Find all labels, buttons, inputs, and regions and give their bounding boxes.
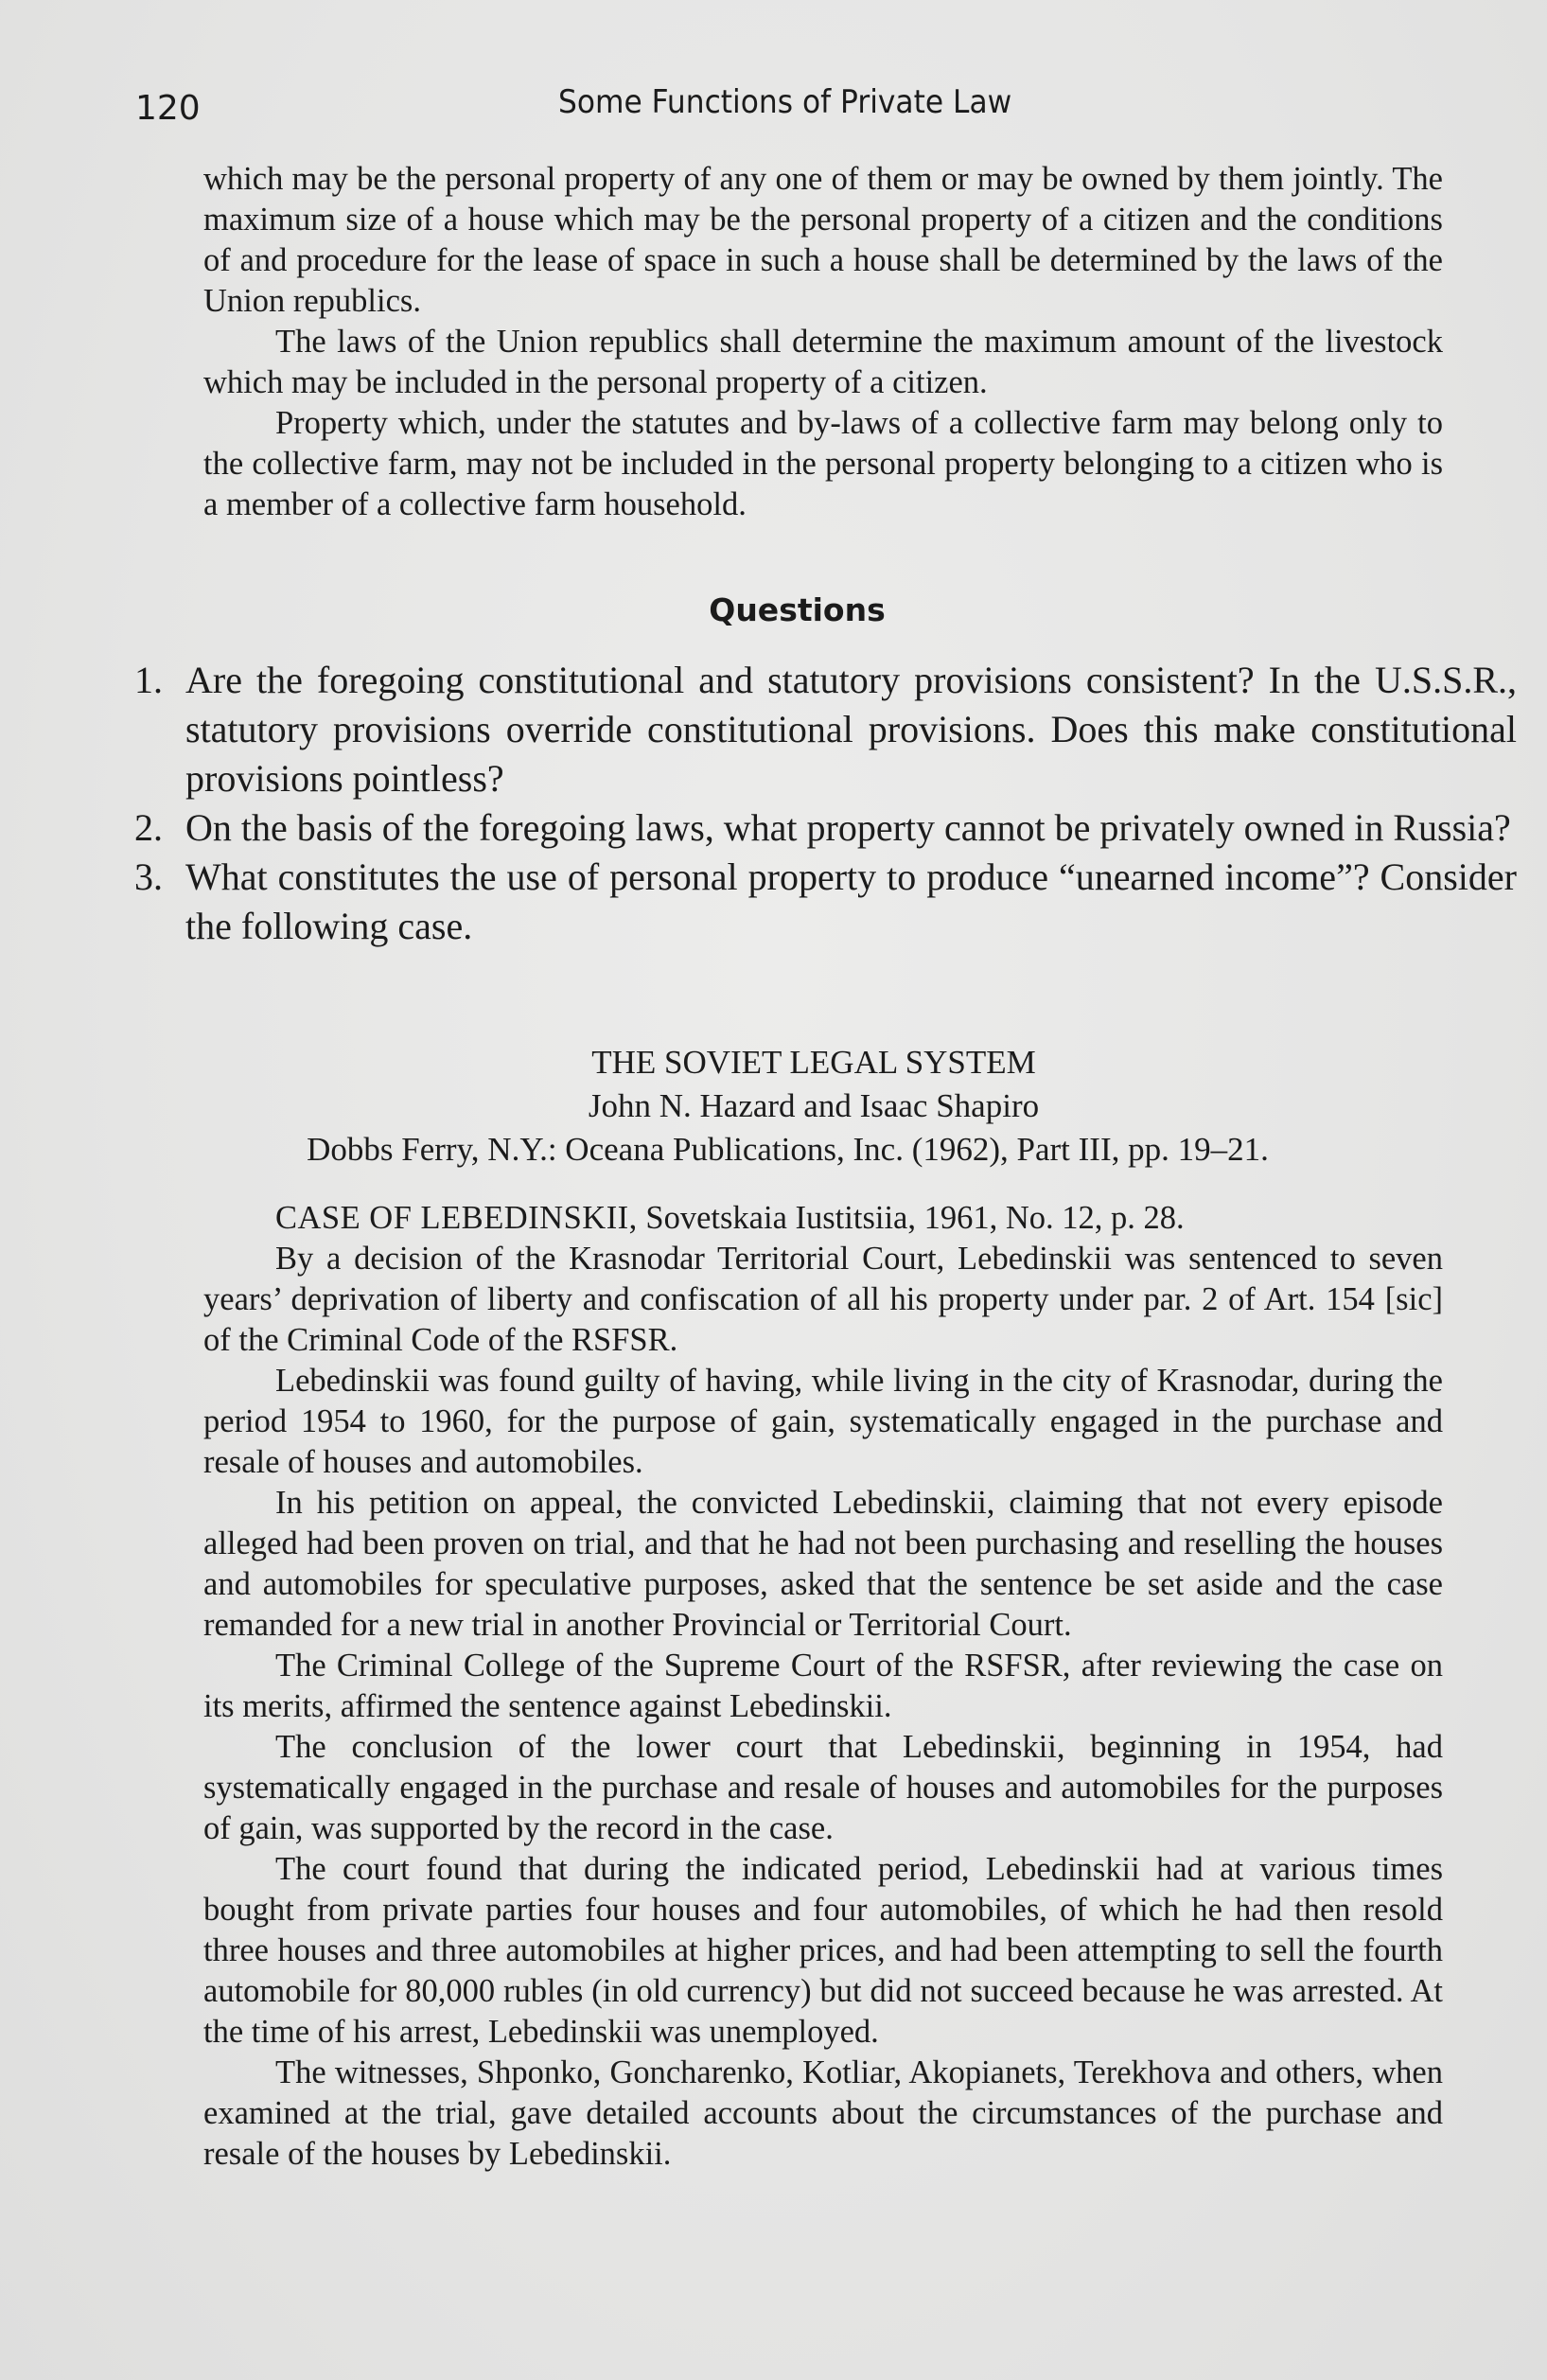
question-number: 3. bbox=[134, 855, 163, 898]
case-paragraph: The Criminal College of the Supreme Court of the RSFSR, after reviewing the case on its merits, affirmed the sentence against Lebedinskii. bbox=[203, 1648, 1443, 1724]
questions-list bbox=[131, 656, 1517, 951]
page-number: 120 bbox=[135, 89, 201, 128]
case-paragraph: Lebedinskii was found guilty of having, while living in the city of Krasnodar, during the period 1954 to 1960, for the purpose of gain, systematically engaged in the purchase and resale of houses and automobiles. bbox=[203, 1363, 1443, 1480]
case-paragraph: In his petition on appeal, the convicted Lebedinskii, claiming that not every episode alleged had been proven on trial, and that he had not been purchasing and reselling the houses and automobiles for speculative purposes, asked that the sentence be set aside and the case remanded for a new trial in another Provincial or Territorial Court. bbox=[203, 1485, 1443, 1643]
intro-text bbox=[203, 159, 1443, 525]
case-paragraph: The court found that during the indicated period, Lebedinskii had at various times bought from private parties four houses and four automobiles, of which he had then resold three houses and three automobiles at higher prices, and had been attempting to sell the fourth automobile for 80,000 rubles (in old currency) but did not succeed because he was arrested. At the time of his arrest, Lebedinskii was unemployed. bbox=[203, 1851, 1443, 2050]
case-name: CASE OF LEBEDINSKII, bbox=[275, 1200, 638, 1236]
running-head bbox=[0, 78, 1547, 128]
question-text: Are the foregoing constitutional and statutory provisions consistent? In the U.S.S.R., statutory provisions override constitutional provisions. Does this make constitutional provisions pointless? bbox=[185, 659, 1517, 800]
case-paragraph: The witnesses, Shponko, Goncharenko, Kotliar, Akopianets, Terekhova and others, when examined at the trial, gave detailed accounts about the circumstances of the purchase and resale of the houses by Lebedinskii. bbox=[203, 2054, 1443, 2172]
source-citation bbox=[0, 1041, 1547, 1172]
question-item bbox=[131, 853, 1517, 951]
intro-paragraph: which may be the personal property of any one of them or may be owned by them jointly. The maximum size of a house which may be the personal property of a citizen and the conditions of and procedure for the lease of space in such a house shall be determined by the laws of the Union republics. bbox=[203, 161, 1443, 319]
citation-title: THE SOVIET LEGAL SYSTEM bbox=[591, 1044, 1036, 1081]
citation-publication: Dobbs Ferry, N.Y.: Oceana Publications, Inc. (1962), Part III, pp. 19–21. bbox=[307, 1131, 1269, 1168]
question-number: 2. bbox=[134, 806, 163, 849]
question-text: What constitutes the use of personal property to produce “unearned income”? Consider the following case. bbox=[185, 855, 1517, 947]
case-heading bbox=[203, 1198, 1443, 1239]
intro-paragraph: The laws of the Union republics shall determine the maximum amount of the livestock which may be included in the personal property of a citizen. bbox=[203, 324, 1443, 400]
running-title: Some Functions of Private Law bbox=[558, 83, 1012, 121]
citation-authors: John N. Hazard and Isaac Shapiro bbox=[588, 1087, 1040, 1124]
case-source: Sovetskaia Iustitsiia, 1961, No. 12, p. 28. bbox=[637, 1200, 1185, 1236]
intro-paragraph: Property which, under the statutes and by-laws of a collective farm may belong only to the collective farm, may not be included in the personal property belonging to a citizen who is a member of a collective farm household. bbox=[203, 405, 1443, 522]
question-item bbox=[131, 656, 1517, 803]
case-paragraph: By a decision of the Krasnodar Territorial Court, Lebedinskii was sentenced to seven years’ deprivation of liberty and confiscation of all his property under par. 2 of Art. 154 [sic] of the Criminal Code of the RSFSR. bbox=[203, 1241, 1443, 1358]
question-text: On the basis of the foregoing laws, what property cannot be privately owned in Russia? bbox=[185, 806, 1511, 849]
case-paragraph: The conclusion of the lower court that Lebedinskii, beginning in 1954, had systematically engaged in the purchase and resale of houses and automobiles for the purposes of gain, was supported by the record in the case. bbox=[203, 1729, 1443, 1846]
questions-heading: Questions bbox=[709, 591, 886, 628]
question-number: 1. bbox=[134, 659, 163, 701]
question-item bbox=[131, 803, 1517, 853]
case-text bbox=[203, 1198, 1443, 2175]
